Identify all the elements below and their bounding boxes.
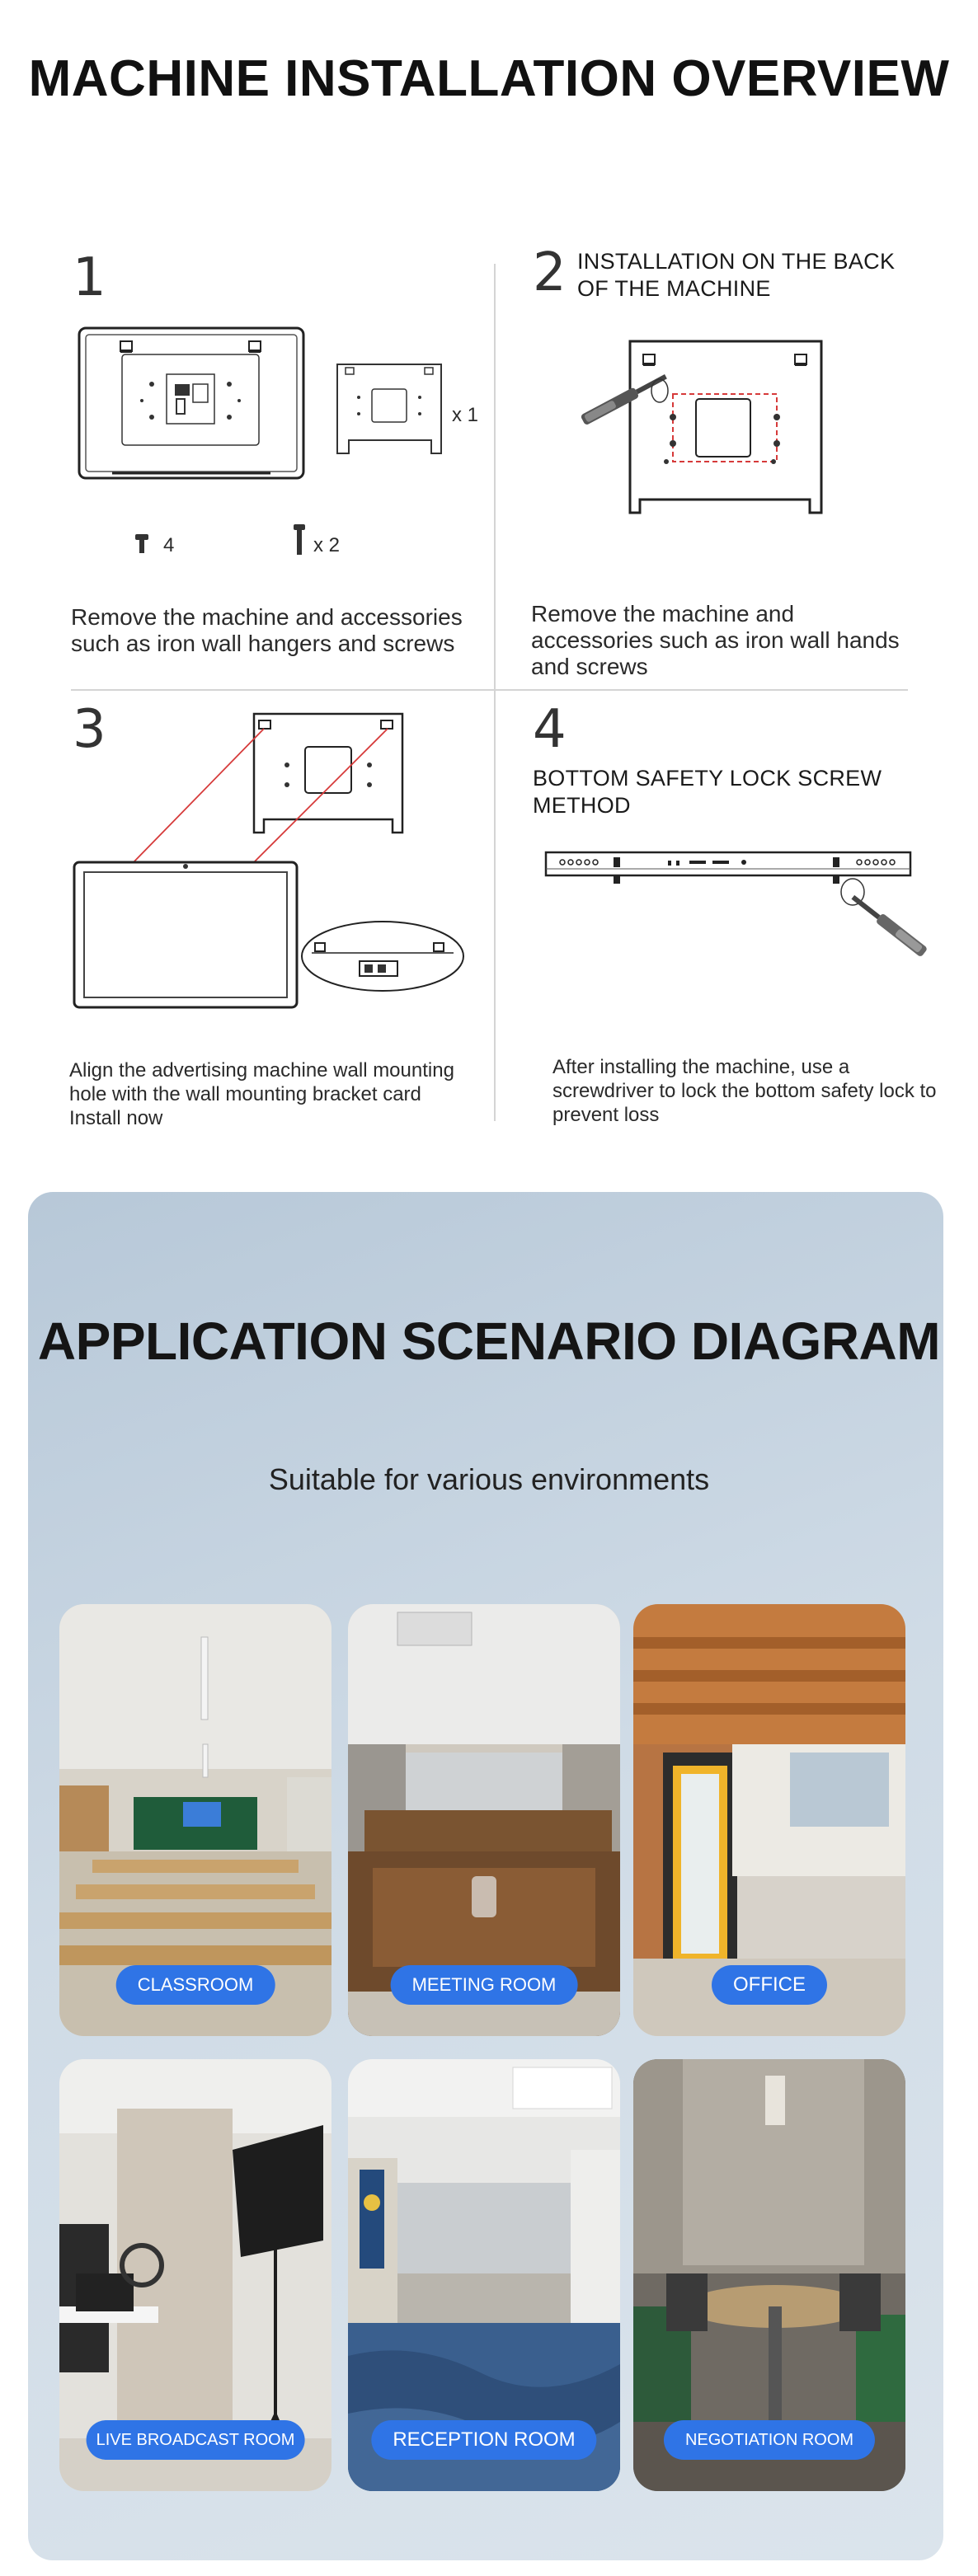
step-3-description: Align the advertising machine wall mounting hole with the wall mounting bracket card Install now — [69, 1059, 454, 1129]
scene-classroom — [59, 1604, 331, 2036]
application-title: APPLICATION SCENARIO DIAGRAM — [37, 1311, 941, 1371]
application-subtitle: Suitable for various environments — [268, 1462, 710, 1496]
step-3-number: 3 — [73, 699, 106, 760]
wall-bracket-illustration — [334, 361, 449, 460]
scene-label-reception-room: RECEPTION ROOM — [371, 2420, 596, 2460]
scene-label-meeting-room: MEETING ROOM — [391, 1965, 578, 2005]
long-screw-icon — [292, 523, 307, 557]
long-screw-quantity: x 2 — [313, 534, 341, 556]
scene-label-classroom: CLASSROOM — [116, 1965, 275, 2005]
bracket-quantity: x 1 — [452, 404, 479, 426]
step-2-number: 2 — [533, 242, 567, 303]
scene-meeting-room — [348, 1604, 620, 2036]
vertical-divider — [494, 264, 496, 1121]
step-2-title: INSTALLATION ON THE BACK OF THE MACHINE — [577, 249, 896, 301]
step-4-title: BOTTOM SAFETY LOCK SCREW METHOD — [533, 766, 882, 818]
bottom-lock-illustration — [544, 844, 948, 976]
machine-back-illustration — [78, 326, 305, 480]
scene-office — [633, 1604, 905, 2036]
scene-negotiation-room — [633, 2059, 905, 2491]
scene-label-office: OFFICE — [712, 1965, 827, 2005]
horizontal-divider — [71, 689, 908, 691]
installation-title: MACHINE INSTALLATION OVERVIEW — [28, 50, 950, 107]
step-1-number: 1 — [73, 247, 106, 308]
scene-reception-room — [348, 2059, 620, 2491]
step-4-description: After installing the machine, use a screwdriver to lock the bottom safety lock to prevent loss — [552, 1056, 937, 1126]
scene-label-negotiation-room: NEGOTIATION ROOM — [664, 2420, 875, 2460]
step-4-number: 4 — [533, 699, 567, 760]
small-screw-icon — [134, 533, 150, 556]
small-screw-quantity: 4 — [163, 534, 175, 556]
bracket-alignment-illustration — [68, 709, 472, 1019]
step-1-description: Remove the machine and accessories such as iron wall hangers and screws — [71, 604, 463, 656]
scene-live-broadcast-room — [59, 2059, 331, 2491]
step-2-description: Remove the machine and accessories such as iron wall hands and screws — [531, 601, 900, 679]
scene-label-live-broadcast-room: LIVE BROADCAST ROOM — [87, 2420, 305, 2460]
machine-back-screw-illustration — [577, 338, 833, 521]
